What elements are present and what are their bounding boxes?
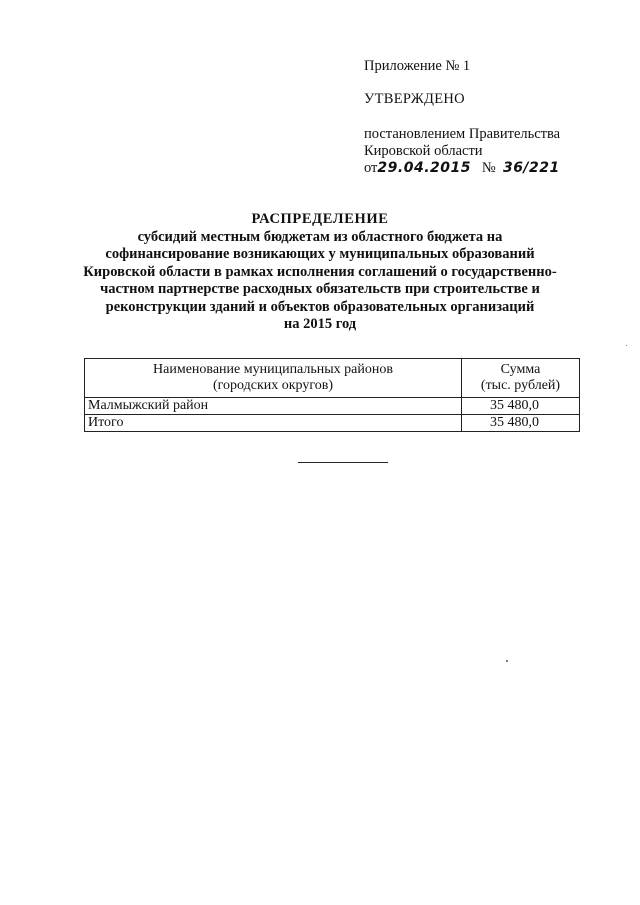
resolution-line-1: постановлением Правительства: [364, 126, 561, 142]
document-title-block: [80, 211, 560, 334]
header-name-line-1: Наименование муниципальных районов: [153, 362, 393, 377]
approved-label: УТВЕРЖДЕНО: [364, 91, 465, 107]
row-sum-cell: 35 480,0: [462, 398, 580, 415]
title-line-6: на 2015 год: [283, 316, 357, 332]
handwritten-date: 29.04.2015: [377, 160, 471, 176]
date-number-line: [364, 160, 604, 177]
title-line-2: софинансирование возникающих у муниципальных образований: [105, 246, 535, 262]
approval-stamp-block: [364, 58, 604, 177]
table-row: [85, 398, 580, 415]
header-name-line-2: (городских округов): [212, 378, 334, 393]
table-row-total: [85, 415, 580, 432]
header-sum-line-2: (тыс. рублей): [480, 378, 561, 393]
scan-speck: [626, 345, 627, 346]
title-line-5: реконструкции зданий и объектов образовательных организаций: [105, 298, 535, 315]
resolution-line-2: Кировской области: [364, 143, 483, 159]
header-name-cell: [85, 359, 462, 398]
distribution-table: [84, 358, 580, 432]
scan-speck: [506, 660, 508, 662]
title-line-1: субсидий местным бюджетам из областного бюджета на: [137, 228, 503, 245]
closing-rule: [298, 462, 388, 463]
total-name-cell: Итого: [85, 415, 462, 432]
title-line-4: частном партнерстве расходных обязательств при строительстве и: [100, 281, 540, 297]
date-prefix: от: [364, 160, 378, 176]
header-sum-cell: [462, 359, 580, 398]
appendix-label: Приложение № 1: [364, 58, 471, 74]
row-name-cell: Малмыжский район: [85, 398, 462, 415]
table-header-row: [85, 359, 580, 398]
handwritten-number: 36/221: [502, 160, 560, 176]
title-line-3: Кировской области в рамках исполнения соглашений о государственно-: [83, 263, 557, 280]
header-sum-line-1: Сумма: [500, 362, 541, 377]
total-sum-cell: 35 480,0: [462, 415, 580, 432]
number-prefix: №: [481, 160, 496, 176]
document-heading: РАСПРЕДЕЛЕНИЕ: [251, 211, 389, 227]
